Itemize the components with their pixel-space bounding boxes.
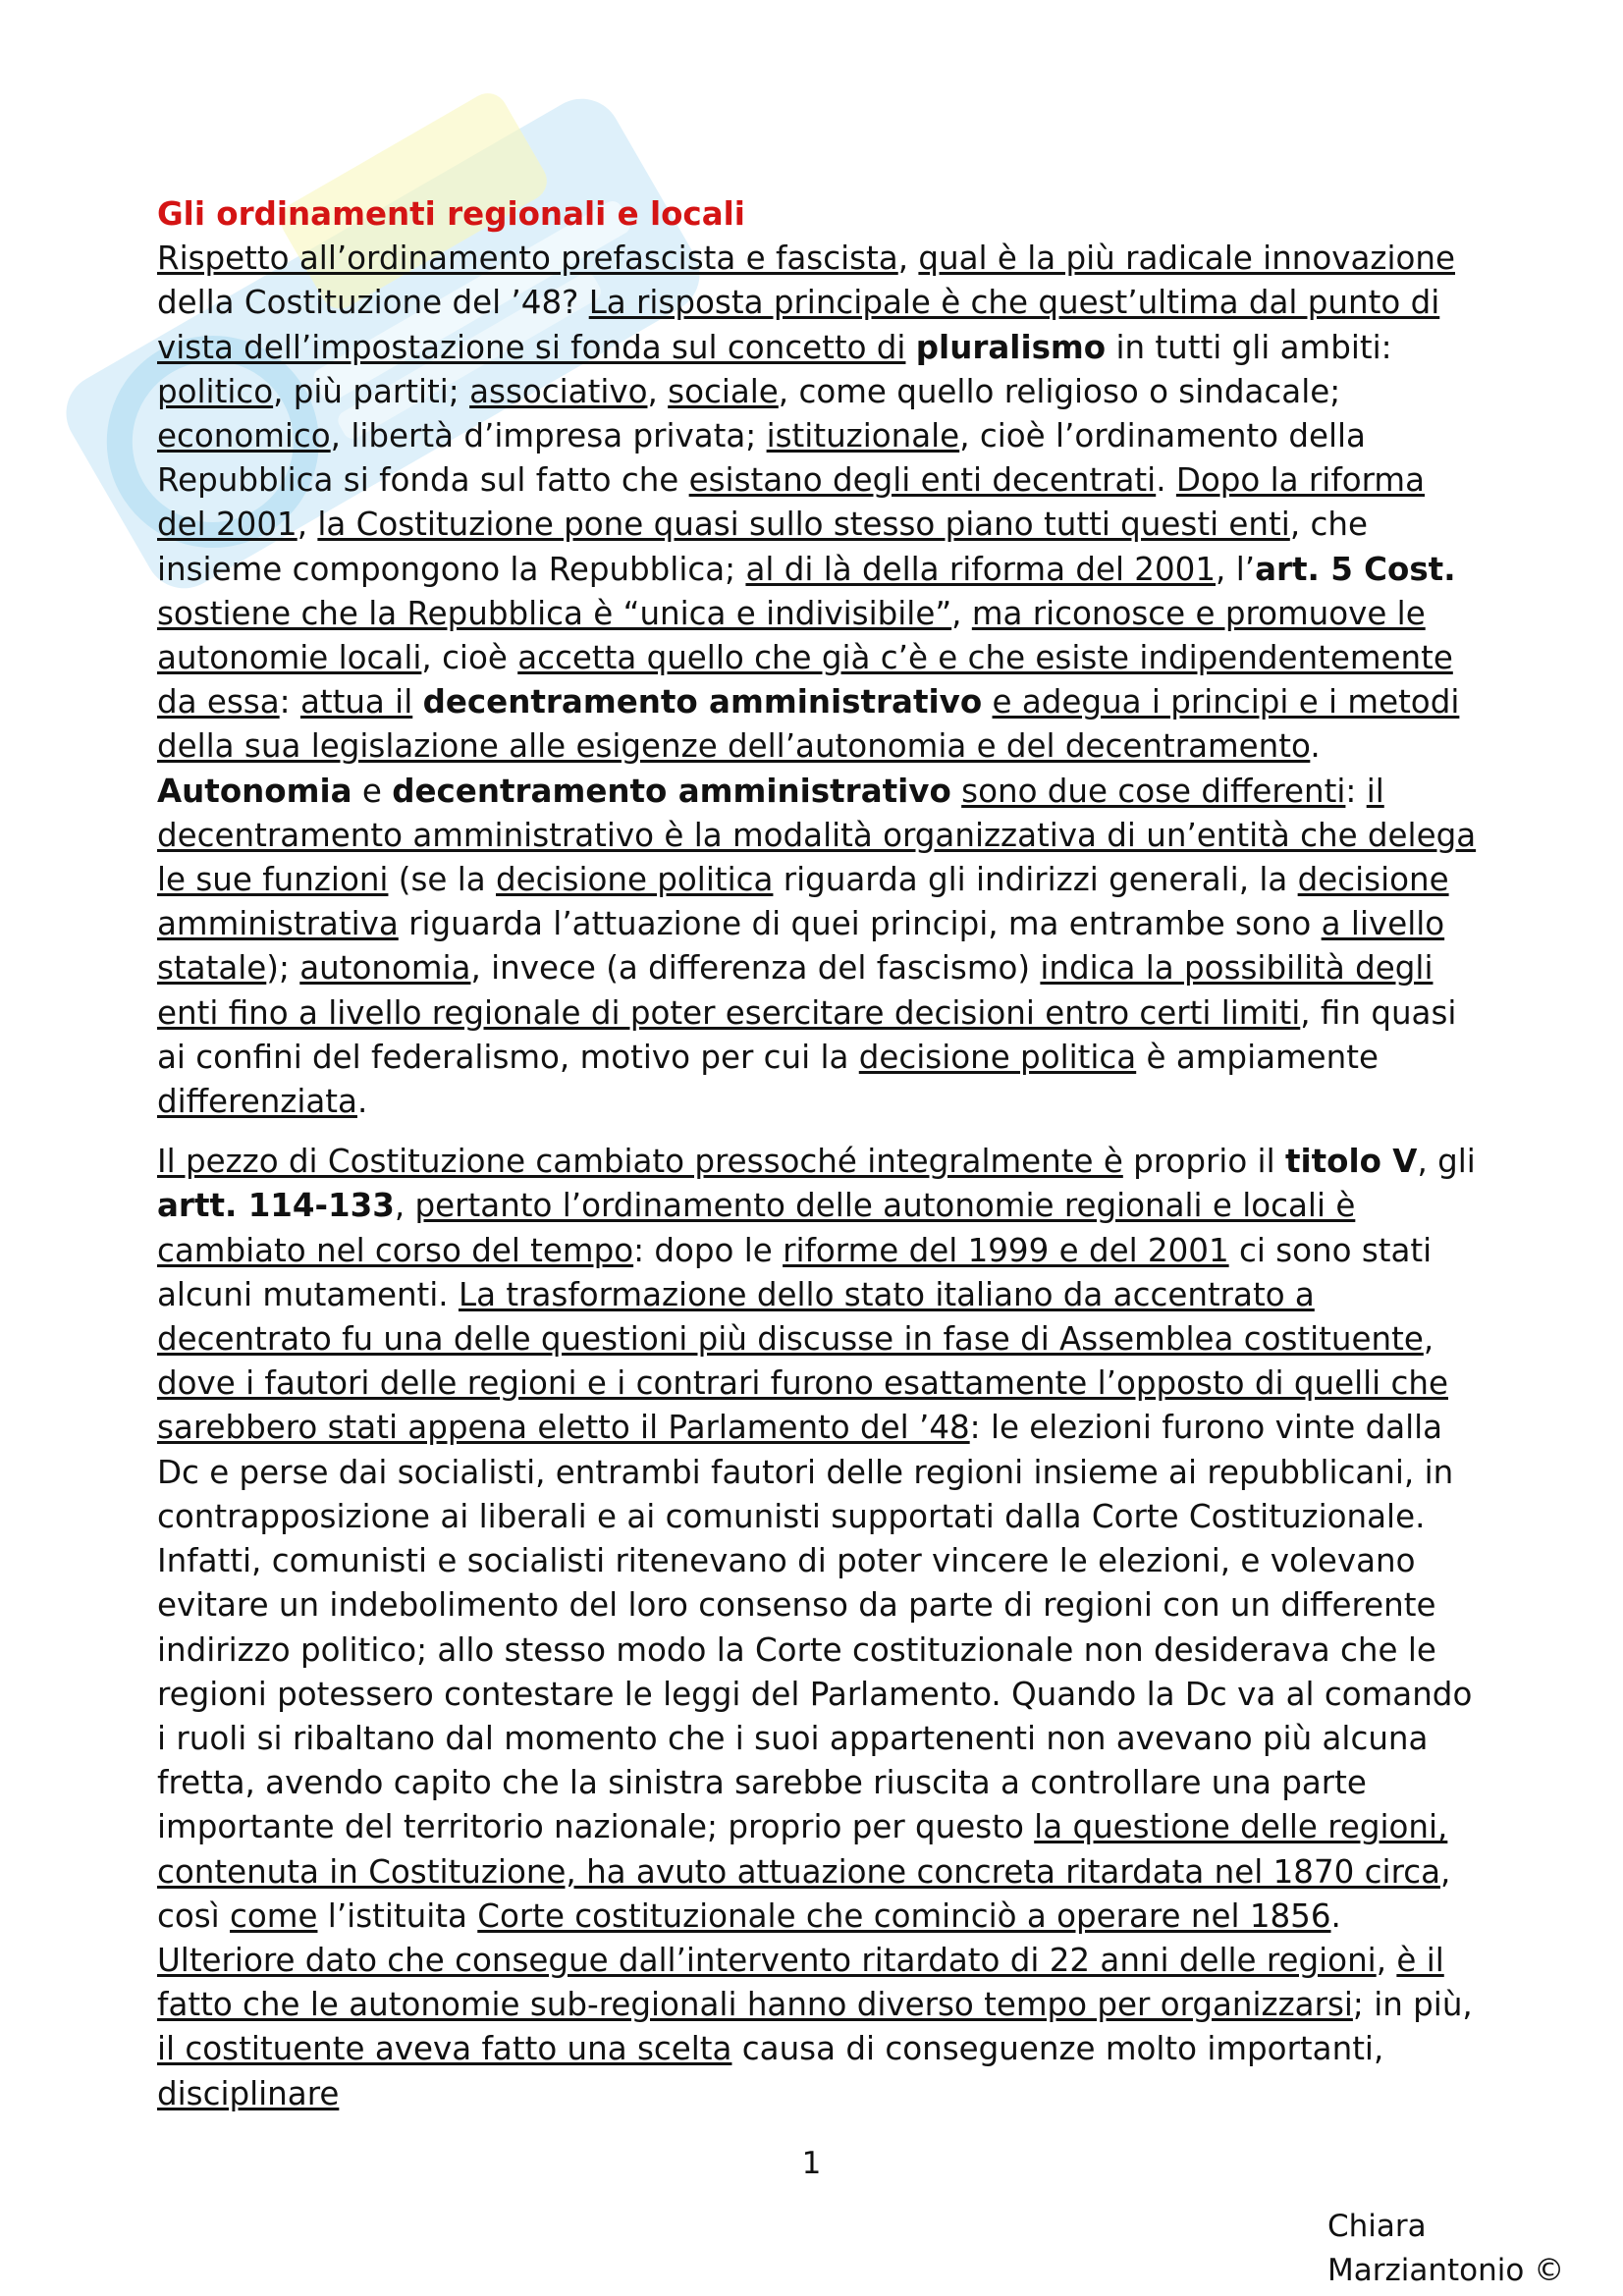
text: , [951,594,972,632]
text: l’istituita [317,1896,478,1935]
text-underlined: La trasformazione dello stato italiano da accentrato a decentrato fu una delle questioni più discusse in fase di Assemblea costituente [157,1275,1424,1359]
text: , libertà d’impresa privata; [330,417,767,455]
text: , [1376,1941,1397,1979]
author-credit [1327,2205,1564,2293]
text-underlined: accetta quello che già c’è e che esiste indipendentemente da essa [157,639,1453,721]
text-bold: pluralismo [915,328,1107,366]
text: ci sono stati alcuni mutamenti. [157,1231,1433,1313]
text: , fin quasi ai confini del federalismo, motivo per cui la [157,993,1457,1076]
text: , che insieme compongono la Repubblica; [157,506,1368,588]
text-underlined: dove i fautori delle regioni e i contrari furono esattamente l’opposto di quelli che sarebbero stati appena eletto il Parlamento del ’48 [157,1364,1448,1447]
text: : [279,683,300,721]
text: ; in più, [1352,1986,1473,2024]
page-number: 1 [801,2146,822,2181]
text-underlined: economico [157,417,331,455]
text: , [394,1187,415,1225]
paragraph-1 [157,237,1483,1124]
text-underlined: differenziata [157,1083,357,1121]
text-underlined: è il fatto che le autonomie sub-regionali hanno diverso tempo per organizzarsi [157,1941,1444,2024]
text-underlined: ma riconosce e promuove le autonomie locali [157,594,1426,677]
text: causa di conseguenze molto importanti, [731,2030,1384,2068]
text-underlined: a livello statale [157,905,1445,988]
paragraph-2 [157,1140,1483,2115]
text: , l’ [1216,550,1256,588]
text: , cioè l’ordinamento della Repubblica si fonda sul fatto che [157,417,1366,500]
text-bold: Autonomia [157,772,352,810]
text [412,683,422,721]
text: . [356,1083,368,1121]
text-bold: titolo V [1284,1143,1418,1181]
text-underlined: la questione delle regioni, contenuta in Costituzione, ha avuto attuazione concreta ritardata nel 1870 circa [157,1808,1448,1891]
text: e [352,772,393,810]
text [951,773,961,810]
text-underlined: Il pezzo di Costituzione cambiato pressoché integralmente è [157,1143,1123,1181]
text [982,683,992,721]
text-underlined: pertanto l’ordinamento delle autonomie regionali e locali è cambiato nel corso del tempo [157,1187,1356,1269]
text: , come quello religioso o sindacale; [778,372,1341,410]
document-page [157,192,1483,2116]
document-title: Gli ordinamenti regionali e locali [157,195,745,233]
text: , [647,372,669,410]
text: , gli [1417,1143,1476,1181]
text-underlined: attua il [299,683,413,721]
text-bold: decentramento amministrativo [422,683,983,721]
text: . [1310,727,1321,766]
text-underlined: Dopo la riforma del 2001 [157,461,1426,544]
text: della Costituzione del ’48? [157,284,589,322]
text-underlined: indica la possibilità degli enti fino a livello regionale di poter esercitare decisioni entro certi limiti [157,949,1434,1032]
text-underlined: decisione politica [858,1038,1137,1076]
text-bold: artt. 114-133 [157,1187,395,1225]
text: in tutti gli ambiti: [1106,328,1392,366]
text-underlined: esistano degli enti decentrati [688,461,1157,500]
text-underlined: sostiene che la Repubblica è “unica e indivisibile” [157,594,952,632]
text-underlined: sono due cose differenti [961,772,1346,810]
text-underlined: decisione politica [496,861,774,899]
text: : le elezioni furono vinte dalla Dc e perse dai socialisti, entrambi fautori delle regioni insieme ai repubblicani, in contrapposizione ai liberali e ai comunisti supportati dalla Corte Costituzionale. Infatti, comunisti e socialisti ritenevano di poter vincere le elezioni, e volevano evitare un indebolimento del loro consenso da parte di regioni con un differente indirizzo politico; allo stesso modo la Corte costituzionale non desiderava che le regioni potessero contestare le leggi del Parlamento. Quando la Dc va al comando i ruoli si ribaltano dal momento che i suoi appartenenti non avevano più alcuna fretta, avendo capito che la sinistra sarebbe riuscita a controllare una parte importante del territorio nazionale; proprio per questo [157,1409,1473,1846]
text-underlined: autonomia [299,949,471,988]
text-underlined: La risposta principale è che quest’ultima dal punto di vista dell’impostazione si fonda sul concetto di [157,284,1440,366]
text-underlined: associativo [469,372,648,410]
text-underlined: qual è la più radicale innovazione [918,240,1456,278]
text: ); [266,949,300,988]
text-underlined: Corte costituzionale che cominciò a operare nel 1856 [477,1896,1331,1935]
text-bold: art. 5 Cost. [1255,550,1456,588]
text: , [297,506,318,544]
text-underlined: al di là della riforma del 2001 [745,550,1217,588]
text: (se la [388,861,496,899]
text-underlined: come [230,1896,318,1935]
text-underlined: la Costituzione pone quasi sullo stesso piano tutti questi enti [317,506,1290,544]
author-first-name: Chiara [1327,2209,1427,2244]
text-underlined: politico [157,372,274,410]
text-underlined: e adegua i principi e i metodi della sua legislazione alle esigenze dell’autonomia e del decentramento [157,683,1460,766]
text: riguarda l’attuazione di quei principi, ma entrambe sono [398,905,1322,943]
text-underlined: Ulteriore dato che consegue dall’intervento ritardato di 22 anni delle regioni [157,1941,1377,1979]
text: è ampiamente [1136,1038,1379,1076]
text: , [1423,1320,1434,1359]
text-underlined: Rispetto all’ordinamento prefascista e fascista [157,240,898,278]
text-underlined: il costituente aveva fatto una scelta [157,2030,732,2068]
text: , invece (a differenza del fascismo) [470,949,1041,988]
text: . [1330,1896,1341,1935]
text-underlined: sociale [668,372,779,410]
text: riguarda gli indirizzi generali, la [773,861,1298,899]
text: , [897,240,919,278]
text: , cioè [421,639,518,677]
text: , più partiti; [273,372,470,410]
text-underlined: riforme del 1999 e del 2001 [783,1231,1229,1269]
text-underlined: disciplinare [157,2074,340,2112]
author-last-name: Marziantonio © [1327,2253,1565,2288]
text: . [1156,461,1176,500]
text: , così [157,1852,1451,1935]
text-underlined: decisione amministrativa [157,861,1449,943]
text-underlined: istituzionale [766,417,960,455]
text-bold: decentramento amministrativo [392,772,951,810]
text [905,329,915,366]
text: : dopo le [633,1231,784,1269]
text: proprio il [1122,1143,1285,1181]
text-underlined: il decentramento amministrativo è la modalità organizzativa di un’entità che delega le sue funzioni [157,772,1477,899]
text: : [1345,772,1367,810]
